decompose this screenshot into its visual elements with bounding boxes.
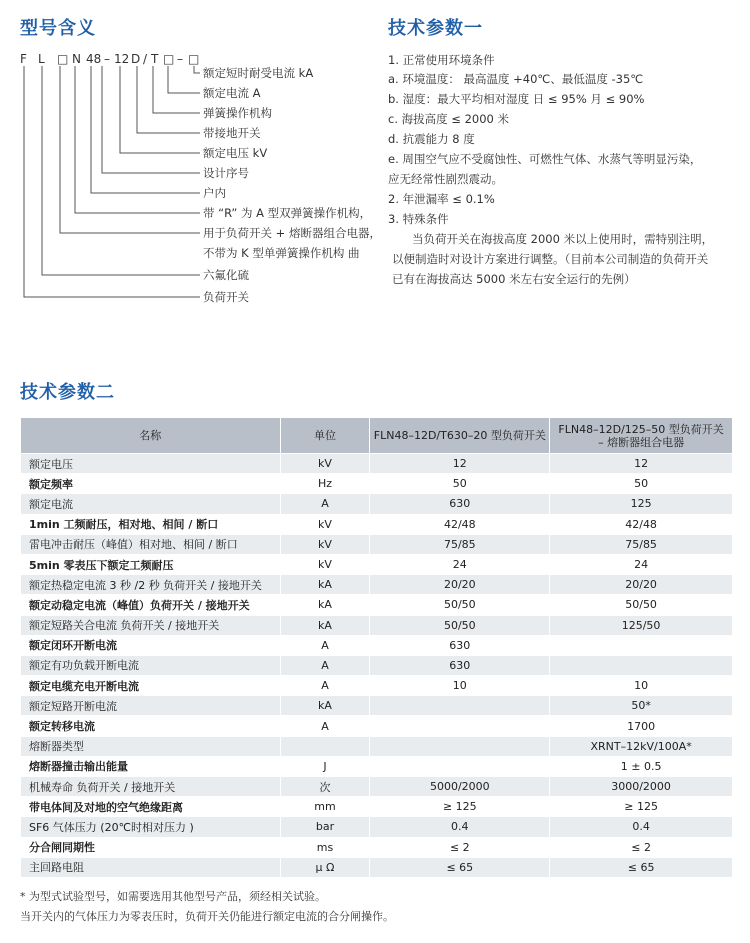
table-row xyxy=(21,756,733,776)
header-model-b-line2: – 熔断器组合电器 xyxy=(598,435,685,449)
cell-name: SF6 气体压力 (20℃时相对压力 ) xyxy=(21,817,281,837)
cell-model-b: 1700 xyxy=(550,716,733,736)
table-row xyxy=(21,595,733,615)
model-label: 带 “R” 为 A 型双弹簧操作机构， xyxy=(203,206,372,220)
section-title-tech-params-1: 技术参数一 xyxy=(388,18,483,39)
cell-unit: mm xyxy=(280,797,370,817)
code-char: L xyxy=(38,52,45,66)
cell-name: 额定电压 xyxy=(21,454,281,474)
param-line: e. 周围空气应不受腐蚀性、可燃性气体、水蒸气等明显污染， xyxy=(388,152,702,166)
table-row xyxy=(21,514,733,534)
cell-model-a: 75/85 xyxy=(370,534,550,554)
cell-name: 额定电缆充电开断电流 xyxy=(21,676,281,696)
cell-unit: J xyxy=(280,756,370,776)
param-line: 当负荷开关在海拔高度 2000 米以上使用时，需特别注明， xyxy=(412,232,714,246)
cell-name: 额定闭环开断电流 xyxy=(21,635,281,655)
code-char: N xyxy=(72,52,81,66)
cell-name: 主回路电阻 xyxy=(21,857,281,877)
cell-name: 带电体间及对地的空气绝缘距离 xyxy=(21,797,281,817)
table-row xyxy=(21,777,733,797)
cell-name: 5min 零表压下额定工频耐压 xyxy=(21,554,281,574)
cell-unit: 次 xyxy=(280,777,370,797)
cell-unit: kA xyxy=(280,696,370,716)
cell-unit: A xyxy=(280,655,370,675)
param-line: 3. 特殊条件 xyxy=(388,212,449,226)
cell-unit: kA xyxy=(280,615,370,635)
code-char: 12 xyxy=(114,52,130,66)
cell-model-b: XRNT–12kV/100A* xyxy=(550,736,733,756)
model-label: 六氟化硫 xyxy=(203,268,249,282)
cell-name: 分合闸同期性 xyxy=(21,837,281,857)
cell-model-b: 3000/2000 xyxy=(550,777,733,797)
cell-unit: bar xyxy=(280,817,370,837)
model-label: 负荷开关 xyxy=(203,290,249,304)
cell-unit: kV xyxy=(280,514,370,534)
code-box-char: □ xyxy=(57,52,69,66)
param-line: 2. 年泄漏率 ≤ 0.1% xyxy=(388,192,495,206)
table-row xyxy=(21,655,733,675)
code-char: – xyxy=(177,52,183,66)
param-line: 应无经常性剧烈震动。 xyxy=(388,172,503,186)
cell-unit: kV xyxy=(280,534,370,554)
param-line: 以便制造时对设计方案进行调整。（目前本公司制造的负荷开关 xyxy=(392,252,709,266)
header-model-b-line1: FLN48–12D/125–50 型负荷开关 xyxy=(558,422,724,436)
cell-model-b: ≤ 65 xyxy=(550,857,733,877)
code-char: / xyxy=(143,52,148,66)
section-title-model-meaning: 型号含义 xyxy=(20,18,96,39)
cell-model-b: 125 xyxy=(550,494,733,514)
table-row xyxy=(21,696,733,716)
header-unit: 单位 xyxy=(280,418,370,454)
cell-model-a: 630 xyxy=(370,494,550,514)
table-row xyxy=(21,635,733,655)
cell-model-b: 20/20 xyxy=(550,575,733,595)
cell-model-b: 50 xyxy=(550,474,733,494)
cell-name: 额定动稳定电流（峰值）负荷开关 / 接地开关 xyxy=(21,595,281,615)
cell-unit: kV xyxy=(280,454,370,474)
header-name: 名称 xyxy=(21,418,281,454)
cell-name: 额定短路关合电流 负荷开关 / 接地开关 xyxy=(21,615,281,635)
cell-model-a xyxy=(370,736,550,756)
spec-table-body xyxy=(21,454,733,878)
table-row xyxy=(21,575,733,595)
table-row xyxy=(21,716,733,736)
param-line: c. 海拔高度 ≤ 2000 米 xyxy=(388,112,510,126)
cell-model-a: 24 xyxy=(370,554,550,574)
cell-model-a: 20/20 xyxy=(370,575,550,595)
cell-unit: A xyxy=(280,635,370,655)
cell-name: 额定有功负载开断电流 xyxy=(21,655,281,675)
cell-model-b: 1 ± 0.5 xyxy=(550,756,733,776)
cell-unit: kV xyxy=(280,554,370,574)
cell-unit: kA xyxy=(280,595,370,615)
table-row xyxy=(21,615,733,635)
table-row xyxy=(21,494,733,514)
code-char: F xyxy=(20,52,27,66)
table-row xyxy=(21,797,733,817)
cell-model-a xyxy=(370,716,550,736)
model-label: 带接地开关 xyxy=(203,126,261,140)
header-model-b xyxy=(550,418,733,454)
code-box-char: □ xyxy=(163,52,175,66)
cell-name: 熔断器撞击输出能量 xyxy=(21,756,281,776)
table-row xyxy=(21,474,733,494)
cell-model-a xyxy=(370,696,550,716)
param-line: 1. 正常使用环境条件 xyxy=(388,53,495,67)
table-row xyxy=(21,676,733,696)
cell-name: 额定短路开断电流 xyxy=(21,696,281,716)
model-label: 户内 xyxy=(203,186,226,200)
code-box-char: □ xyxy=(188,52,200,66)
cell-unit: μ Ω xyxy=(280,857,370,877)
cell-model-b: 0.4 xyxy=(550,817,733,837)
cell-name: 额定电流 xyxy=(21,494,281,514)
cell-model-b xyxy=(550,655,733,675)
cell-name: 额定热稳定电流 3 秒 /2 秒 负荷开关 / 接地开关 xyxy=(21,575,281,595)
cell-unit: A xyxy=(280,676,370,696)
table-row xyxy=(21,554,733,574)
cell-model-a: 630 xyxy=(370,655,550,675)
cell-unit: A xyxy=(280,716,370,736)
cell-name: 额定转移电流 xyxy=(21,716,281,736)
table-row xyxy=(21,857,733,877)
cell-model-a xyxy=(370,756,550,776)
cell-model-a: 12 xyxy=(370,454,550,474)
footnote: 当开关内的气体压力为零表压时，负荷开关仍能进行额定电流的合分闸操作。 xyxy=(20,910,394,923)
spec-table xyxy=(20,417,733,878)
cell-model-a: 10 xyxy=(370,676,550,696)
cell-model-b xyxy=(550,635,733,655)
table-row xyxy=(21,736,733,756)
cell-model-a: 5000/2000 xyxy=(370,777,550,797)
cell-model-a: 0.4 xyxy=(370,817,550,837)
code-char: 48 xyxy=(86,52,102,66)
param-line: a. 环境温度： 最高温度 +40℃、最低温度 -35℃ xyxy=(388,72,644,86)
param-line: 已有在海拔高达 5000 米左右安全运行的先例） xyxy=(392,272,636,286)
cell-model-a: ≥ 125 xyxy=(370,797,550,817)
cell-model-b: 24 xyxy=(550,554,733,574)
cell-model-b: 42/48 xyxy=(550,514,733,534)
section-title-tech-params-2: 技术参数二 xyxy=(20,382,115,403)
model-label: 不带为 K 型单弹簧操作机构 曲 xyxy=(203,246,360,260)
cell-model-a: ≤ 2 xyxy=(370,837,550,857)
cell-model-a: 630 xyxy=(370,635,550,655)
model-label: 额定电压 kV xyxy=(203,146,268,160)
table-row xyxy=(21,817,733,837)
cell-unit: A xyxy=(280,494,370,514)
cell-model-a: 50/50 xyxy=(370,615,550,635)
footnote: * 为型式试验型号，如需要选用其他型号产品，须经相关试验。 xyxy=(20,890,326,903)
param-line: d. 抗震能力 8 度 xyxy=(388,132,475,146)
cell-name: 熔断器类型 xyxy=(21,736,281,756)
cell-name: 1min 工频耐压，相对地、相间 / 断口 xyxy=(21,514,281,534)
model-label: 额定电流 A xyxy=(203,86,261,100)
cell-model-b: ≥ 125 xyxy=(550,797,733,817)
cell-unit xyxy=(280,736,370,756)
code-char: – xyxy=(104,52,110,66)
cell-model-b: 12 xyxy=(550,454,733,474)
cell-model-b: 50* xyxy=(550,696,733,716)
cell-model-b: 50/50 xyxy=(550,595,733,615)
param-line: b. 湿度：最大平均相对湿度 日 ≤ 95% 月 ≤ 90% xyxy=(388,92,645,106)
model-label: 弹簧操作机构 xyxy=(203,106,272,120)
cell-model-a: ≤ 65 xyxy=(370,857,550,877)
cell-model-a: 42/48 xyxy=(370,514,550,534)
table-row xyxy=(21,534,733,554)
cell-unit: ms xyxy=(280,837,370,857)
cell-model-b: ≤ 2 xyxy=(550,837,733,857)
code-char: D xyxy=(131,52,141,66)
header-model-a: FLN48–12D/T630–20 型负荷开关 xyxy=(370,418,550,454)
cell-model-b: 75/85 xyxy=(550,534,733,554)
table-row xyxy=(21,837,733,857)
cell-name: 雷电冲击耐压（峰值）相对地、相间 / 断口 xyxy=(21,534,281,554)
cell-unit: Hz xyxy=(280,474,370,494)
cell-model-b: 10 xyxy=(550,676,733,696)
cell-model-a: 50 xyxy=(370,474,550,494)
cell-name: 额定频率 xyxy=(21,474,281,494)
cell-model-b: 125/50 xyxy=(550,615,733,635)
table-row xyxy=(21,454,733,474)
cell-name: 机械寿命 负荷开关 / 接地开关 xyxy=(21,777,281,797)
model-label: 设计序号 xyxy=(203,166,249,180)
model-label: 用于负荷开关 + 熔断器组合电器， xyxy=(203,226,381,240)
code-char: T xyxy=(151,52,159,66)
cell-model-a: 50/50 xyxy=(370,595,550,615)
cell-unit: kA xyxy=(280,575,370,595)
model-label: 额定短时耐受电流 kA xyxy=(203,66,314,80)
